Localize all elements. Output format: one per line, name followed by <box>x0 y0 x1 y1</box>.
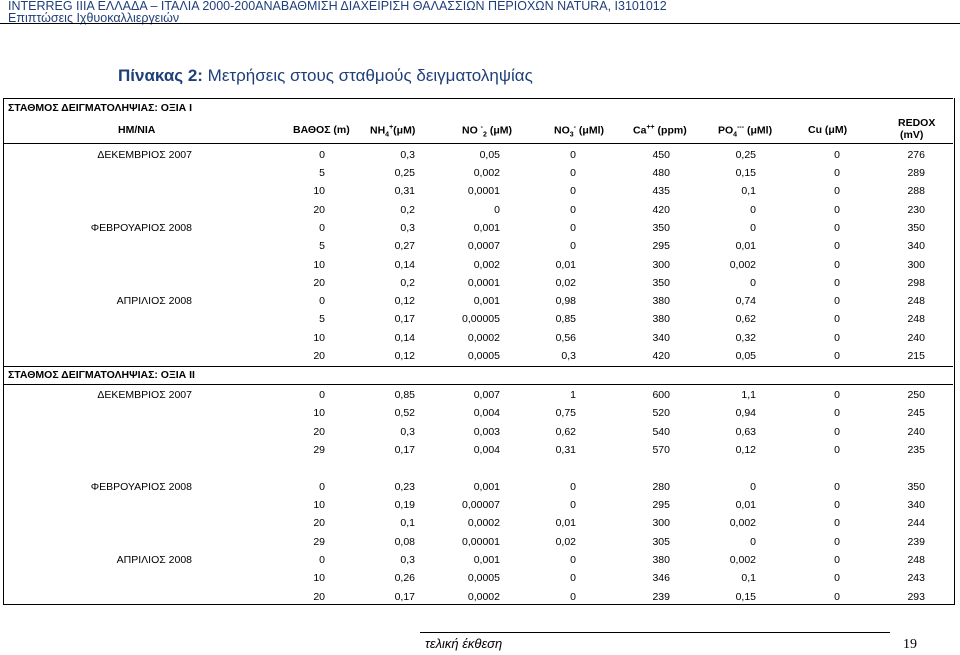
cell-po4: 0,1 <box>741 185 756 197</box>
cell-redox: 289 <box>907 167 925 179</box>
table-row <box>0 204 960 222</box>
table-row <box>0 444 960 462</box>
table-row <box>0 572 960 590</box>
cell-cu: 0 <box>834 499 840 511</box>
cell-ca: 300 <box>652 517 670 529</box>
table-top-border <box>3 98 953 99</box>
cell-ca: 380 <box>652 295 670 307</box>
cell-cu: 0 <box>834 389 840 401</box>
table-row <box>0 554 960 572</box>
table-row <box>0 313 960 331</box>
cell-depth: 0 <box>319 554 325 566</box>
table-row <box>0 536 960 554</box>
cell-no3: 0 <box>570 481 576 493</box>
cell-cu: 0 <box>834 350 840 362</box>
cell-ca: 600 <box>652 389 670 401</box>
table-row <box>0 332 960 350</box>
cell-no2: 0 <box>494 204 500 216</box>
cell-nh4: 0,25 <box>394 167 415 179</box>
cell-depth: 20 <box>313 517 325 529</box>
cell-cu: 0 <box>834 222 840 234</box>
cell-redox: 244 <box>907 517 925 529</box>
col-header-cu: Cu (μM) <box>808 124 848 136</box>
table-row <box>0 167 960 185</box>
cell-depth: 5 <box>319 240 325 252</box>
cell-depth: 0 <box>319 481 325 493</box>
cell-ca: 295 <box>652 499 670 511</box>
cell-redox: 300 <box>907 259 925 271</box>
cell-po4: 0,74 <box>735 295 756 307</box>
cell-redox: 248 <box>907 313 925 325</box>
table-row <box>0 277 960 295</box>
cell-no2: 0,001 <box>473 295 500 307</box>
cell-ca: 305 <box>652 536 670 548</box>
cell-cu: 0 <box>834 332 840 344</box>
col-header-redox-2: (mV) <box>900 129 924 141</box>
cell-po4: 0 <box>750 536 756 548</box>
cell-ca: 295 <box>652 240 670 252</box>
cell-depth: 20 <box>313 426 325 438</box>
cell-no2: 0,001 <box>473 481 500 493</box>
cell-month: ΑΠΡΙΛΙΟΣ 2008 <box>116 295 192 307</box>
cell-no3: 0,62 <box>555 426 576 438</box>
cell-po4: 0,05 <box>735 350 756 362</box>
cell-nh4: 0,14 <box>394 259 415 271</box>
cell-no3: 0,3 <box>561 350 576 362</box>
cell-ca: 280 <box>652 481 670 493</box>
cell-no2: 0,0002 <box>467 332 500 344</box>
cell-no3: 0,98 <box>555 295 576 307</box>
cell-month: ΦΕΒΡΟΥΑΡΙΟΣ 2008 <box>90 222 192 234</box>
cell-po4: 0,01 <box>735 499 756 511</box>
cell-ca: 380 <box>652 313 670 325</box>
cell-nh4: 0,23 <box>394 481 415 493</box>
cell-po4: 0,15 <box>735 591 756 603</box>
cell-redox: 250 <box>907 389 925 401</box>
cell-depth: 5 <box>319 313 325 325</box>
cell-po4: 0,12 <box>735 444 756 456</box>
station-1-label: ΣΤΑΘΜΟΣ ΔΕΙΓΜΑΤΟΛΗΨΙΑΣ: ΟΞΙΑ Ι <box>8 102 193 114</box>
cell-redox: 245 <box>907 407 925 419</box>
table-row <box>0 481 960 499</box>
cell-no3: 0 <box>570 149 576 161</box>
cell-nh4: 0,3 <box>400 426 415 438</box>
cell-depth: 0 <box>319 222 325 234</box>
cell-po4: 0,32 <box>735 332 756 344</box>
cell-no2: 0,002 <box>473 259 500 271</box>
cell-cu: 0 <box>834 295 840 307</box>
cell-po4: 0,62 <box>735 313 756 325</box>
cell-no2: 0,0001 <box>467 277 500 289</box>
cell-ca: 340 <box>652 332 670 344</box>
cell-no3: 0 <box>570 167 576 179</box>
cell-no2: 0,0002 <box>467 591 500 603</box>
cell-depth: 29 <box>313 444 325 456</box>
col-header-nh4: $NH_4^+(\mu M)$ <box>370 124 416 139</box>
cell-depth: 20 <box>313 277 325 289</box>
cell-po4: 0,002 <box>729 259 756 271</box>
cell-no3: 0 <box>570 554 576 566</box>
cell-ca: 300 <box>652 259 670 271</box>
cell-redox: 240 <box>907 426 925 438</box>
col-header-po4: $PO_4^{---}$ (μMl) <box>718 124 773 139</box>
cell-redox: 235 <box>907 444 925 456</box>
cell-cu: 0 <box>834 444 840 456</box>
cell-ca: 520 <box>652 407 670 419</box>
cell-ca: 480 <box>652 167 670 179</box>
cell-nh4: 0,1 <box>400 517 415 529</box>
cell-cu: 0 <box>834 517 840 529</box>
cell-po4: 0 <box>750 204 756 216</box>
cell-no3: 1 <box>570 389 576 401</box>
table-row <box>0 591 960 609</box>
cell-ca: 450 <box>652 149 670 161</box>
cell-no2: 0,001 <box>473 222 500 234</box>
cell-po4: 0,15 <box>735 167 756 179</box>
cell-nh4: 0,08 <box>394 536 415 548</box>
cell-nh4: 0,3 <box>400 149 415 161</box>
cell-redox: 215 <box>907 350 925 362</box>
cell-cu: 0 <box>834 536 840 548</box>
cell-depth: 10 <box>313 332 325 344</box>
cell-nh4: 0,3 <box>400 222 415 234</box>
cell-cu: 0 <box>834 572 840 584</box>
cell-cu: 0 <box>834 277 840 289</box>
station-2-divider <box>3 366 953 367</box>
cell-no2: 0,004 <box>473 444 500 456</box>
running-header <box>8 0 667 24</box>
col-header-no2: NO -$_2$ (μM) <box>462 124 513 139</box>
cell-no3: 0,85 <box>555 313 576 325</box>
cell-no2: 0,0005 <box>467 350 500 362</box>
cell-no2: 0,00007 <box>462 499 500 511</box>
cell-no2: 0,05 <box>479 149 500 161</box>
cell-redox: 298 <box>907 277 925 289</box>
cell-no2: 0,00001 <box>462 536 500 548</box>
cell-ca: 239 <box>652 591 670 603</box>
cell-po4: 0 <box>750 481 756 493</box>
col-header-no3: $NO_3^-$ (μMl) <box>554 124 604 139</box>
cell-cu: 0 <box>834 259 840 271</box>
cell-no3: 0 <box>570 572 576 584</box>
cell-po4: 0,01 <box>735 240 756 252</box>
cell-no2: 0,0001 <box>467 185 500 197</box>
cell-po4: 0,002 <box>729 517 756 529</box>
footer-divider <box>420 632 890 633</box>
cell-no2: 0,0002 <box>467 517 500 529</box>
cell-no3: 0 <box>570 591 576 603</box>
cell-ca: 420 <box>652 350 670 362</box>
cell-redox: 340 <box>907 499 925 511</box>
cell-no2: 0,00005 <box>462 313 500 325</box>
cell-nh4: 0,12 <box>394 350 415 362</box>
cell-no2: 0,0005 <box>467 572 500 584</box>
cell-no3: 0,31 <box>555 444 576 456</box>
cell-no3: 0 <box>570 222 576 234</box>
cell-cu: 0 <box>834 426 840 438</box>
cell-po4: 0,63 <box>735 426 756 438</box>
cell-nh4: 0,14 <box>394 332 415 344</box>
cell-redox: 288 <box>907 185 925 197</box>
cell-depth: 10 <box>313 572 325 584</box>
cell-no3: 0 <box>570 240 576 252</box>
cell-depth: 10 <box>313 407 325 419</box>
table-row <box>0 407 960 425</box>
col-header-depth: ΒΑΘΟΣ (m) <box>293 124 350 136</box>
col-header-month: ΗΜ/ΝΙΑ <box>118 124 156 136</box>
cell-month: ΔΕΚΕΜΒΡΙΟΣ 2007 <box>97 389 192 401</box>
cell-ca: 570 <box>652 444 670 456</box>
cell-po4: 0,94 <box>735 407 756 419</box>
cell-nh4: 0,17 <box>394 591 415 603</box>
cell-redox: 240 <box>907 332 925 344</box>
cell-cu: 0 <box>834 149 840 161</box>
table-row <box>0 295 960 313</box>
cell-redox: 276 <box>907 149 925 161</box>
cell-no2: 0,004 <box>473 407 500 419</box>
cell-no3: 0 <box>570 204 576 216</box>
cell-no3: 0,02 <box>555 536 576 548</box>
cell-cu: 0 <box>834 407 840 419</box>
cell-cu: 0 <box>834 591 840 603</box>
cell-nh4: 0,26 <box>394 572 415 584</box>
cell-nh4: 0,17 <box>394 313 415 325</box>
cell-depth: 20 <box>313 591 325 603</box>
cell-depth: 5 <box>319 167 325 179</box>
cell-redox: 340 <box>907 240 925 252</box>
cell-month: ΔΕΚΕΜΒΡΙΟΣ 2007 <box>97 149 192 161</box>
header-divider <box>0 23 960 24</box>
cell-no3: 0,75 <box>555 407 576 419</box>
cell-depth: 0 <box>319 389 325 401</box>
cell-cu: 0 <box>834 185 840 197</box>
cell-redox: 230 <box>907 204 925 216</box>
header-subtitle-line: Επιπτώσεις Ιχθυοκαλλιεργειών <box>8 11 180 25</box>
cell-no3: 0,01 <box>555 517 576 529</box>
cell-cu: 0 <box>834 204 840 216</box>
cell-nh4: 0,2 <box>400 204 415 216</box>
col-header-redox-1: REDOX <box>898 117 936 129</box>
cell-no2: 0,001 <box>473 554 500 566</box>
cell-depth: 10 <box>313 259 325 271</box>
table-title <box>118 66 533 86</box>
station-2-label-border <box>3 384 953 385</box>
cell-depth: 0 <box>319 295 325 307</box>
cell-po4: 0 <box>750 222 756 234</box>
cell-po4: 0,25 <box>735 149 756 161</box>
table-row <box>0 517 960 535</box>
cell-ca: 435 <box>652 185 670 197</box>
cell-cu: 0 <box>834 481 840 493</box>
cell-nh4: 0,31 <box>394 185 415 197</box>
cell-nh4: 0,3 <box>400 554 415 566</box>
page-number: 19 <box>903 637 917 652</box>
table-row <box>0 240 960 258</box>
cell-redox: 350 <box>907 222 925 234</box>
table-title-text: Μετρήσεις στους σταθμούς δειγματοληψίας <box>202 66 533 85</box>
cell-depth: 29 <box>313 536 325 548</box>
cell-depth: 10 <box>313 185 325 197</box>
cell-nh4: 0,17 <box>394 444 415 456</box>
cell-nh4: 0,52 <box>394 407 415 419</box>
cell-po4: 0,002 <box>729 554 756 566</box>
table-row <box>0 389 960 407</box>
cell-redox: 248 <box>907 295 925 307</box>
table-title-number: Πίνακας 2: <box>118 66 203 85</box>
cell-no2: 0,0007 <box>467 240 500 252</box>
cell-nh4: 0,2 <box>400 277 415 289</box>
table-row <box>0 499 960 517</box>
table-row <box>0 185 960 203</box>
cell-depth: 20 <box>313 350 325 362</box>
cell-cu: 0 <box>834 240 840 252</box>
cell-ca: 540 <box>652 426 670 438</box>
cell-depth: 20 <box>313 204 325 216</box>
cell-ca: 346 <box>652 572 670 584</box>
footer-text: τελική έκθεση <box>425 636 503 651</box>
header-bottom-border <box>3 143 953 144</box>
cell-redox: 239 <box>907 536 925 548</box>
cell-ca: 380 <box>652 554 670 566</box>
cell-depth: 10 <box>313 499 325 511</box>
cell-redox: 243 <box>907 572 925 584</box>
cell-nh4: 0,27 <box>394 240 415 252</box>
cell-no3: 0 <box>570 185 576 197</box>
station-2-label: ΣΤΑΘΜΟΣ ΔΕΙΓΜΑΤΟΛΗΨΙΑΣ: ΟΞΙΑ ΙΙ <box>8 369 195 381</box>
cell-ca: 420 <box>652 204 670 216</box>
table-row <box>0 149 960 167</box>
cell-no2: 0,007 <box>473 389 500 401</box>
cell-cu: 0 <box>834 313 840 325</box>
cell-po4: 0 <box>750 277 756 289</box>
cell-no2: 0,002 <box>473 167 500 179</box>
cell-cu: 0 <box>834 554 840 566</box>
cell-redox: 350 <box>907 481 925 493</box>
table-row <box>0 222 960 240</box>
cell-cu: 0 <box>834 167 840 179</box>
cell-po4: 0,1 <box>741 572 756 584</box>
cell-ca: 350 <box>652 222 670 234</box>
cell-nh4: 0,85 <box>394 389 415 401</box>
header-project-line: INTERREG IIIA ΕΛΛΑΔΑ – ΙΤΑΛΙΑ 2000-200ΑΝΑΒΑΘΜΙΣΗ ΔΙΑΧΕΙΡΙΣΗ ΘΑΛΑΣΣΙΩΝ ΠΕΡΙΟΧΩΝ NATURA, I3101012 <box>8 0 667 13</box>
cell-month: ΑΠΡΙΛΙΟΣ 2008 <box>116 554 192 566</box>
table-row <box>0 426 960 444</box>
cell-depth: 0 <box>319 149 325 161</box>
cell-no3: 0,01 <box>555 259 576 271</box>
table-row <box>0 259 960 277</box>
cell-no3: 0 <box>570 499 576 511</box>
col-header-ca: Ca++ (ppm) <box>633 124 687 137</box>
cell-redox: 248 <box>907 554 925 566</box>
cell-nh4: 0,12 <box>394 295 415 307</box>
cell-no3: 0,56 <box>555 332 576 344</box>
cell-nh4: 0,19 <box>394 499 415 511</box>
cell-no2: 0,003 <box>473 426 500 438</box>
cell-po4: 1,1 <box>741 389 756 401</box>
cell-ca: 350 <box>652 277 670 289</box>
cell-redox: 293 <box>907 591 925 603</box>
cell-month: ΦΕΒΡΟΥΑΡΙΟΣ 2008 <box>90 481 192 493</box>
cell-no3: 0,02 <box>555 277 576 289</box>
